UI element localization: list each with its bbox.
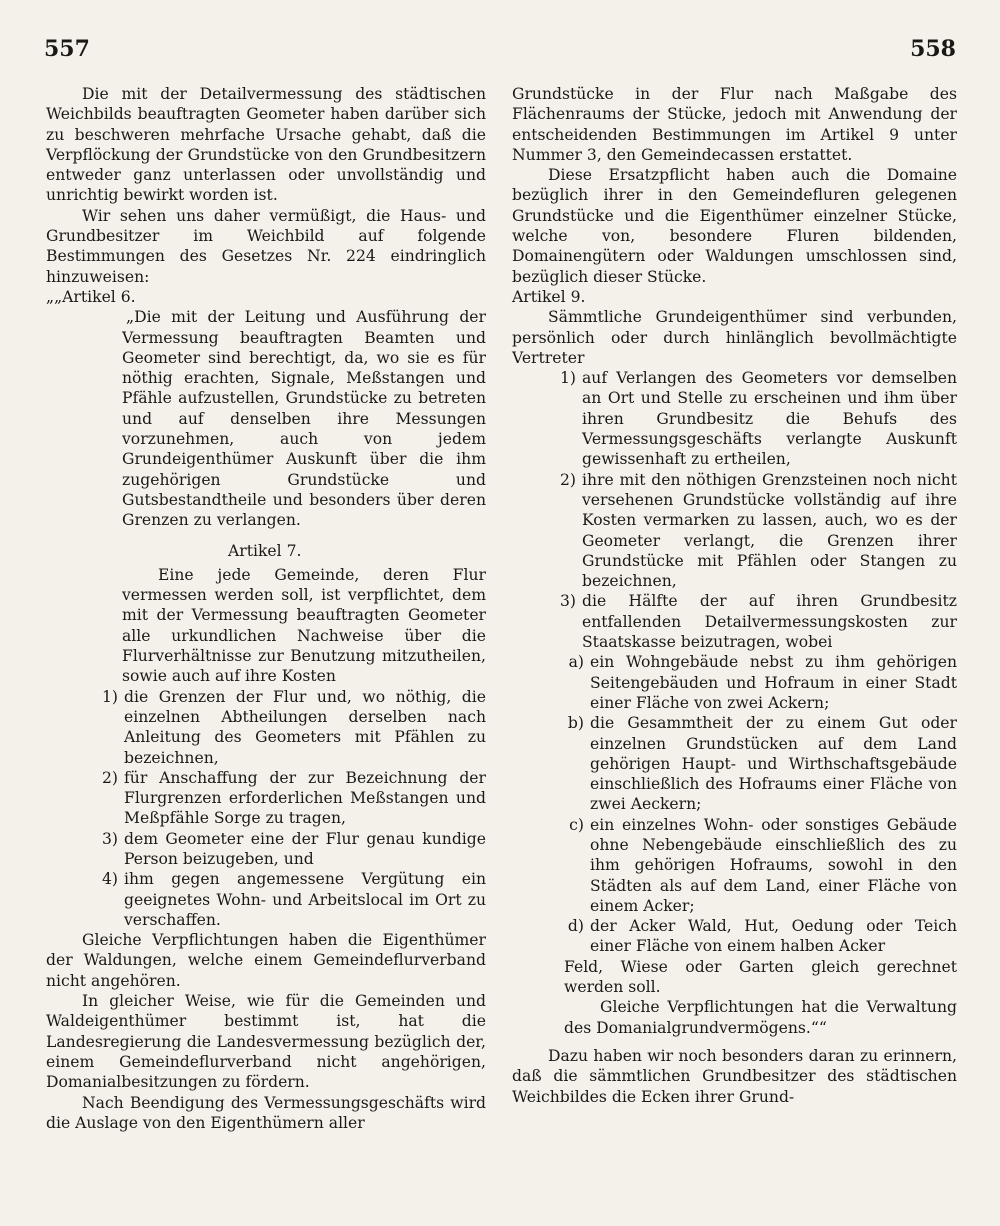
item-number: 2) [101,768,118,787]
item-text: dem Geometer eine der Flur genau kundige Person beizugeben, und [124,829,486,868]
item-text: für Anschaffung der zur Bezeichnung der Flurgrenzen erforderlichen Meßstangen und Meßpfähle Sorge zu tragen, [124,768,486,828]
article-9-item-3 [512,591,957,652]
carryover-paragraph: Grundstücke in der Flur nach Maßgabe des Flächenraums der Stücke, jedoch mit Anwendung der entscheidenden Bestimmungen im Artikel 9 unter Nummer 3, den Gemeindecassen erstattet. [512,85,957,164]
final-paragraph: Dazu haben wir noch besonders daran zu erinnern, daß die sämmtlichen Grundbesitzer des städtischen Weichbildes die Ecken ihrer Grund- [512,1046,957,1106]
article-9-intro: Sämmtliche Grundeigenthümer sind verbunden, persönlich oder durch hinlänglich bevollmächtigte Vertreter [512,308,957,367]
article-6-heading: „„Artikel 6. [46,287,136,306]
right-column [512,84,957,1107]
page-number-right: 558 [910,36,956,62]
item-number: 4) [101,870,118,889]
sub-item-letter: c) [569,815,584,834]
article-9-item-1 [512,368,957,469]
sub-item-a [512,652,957,713]
sub-item-letter: b) [567,714,584,733]
intro-paragraph-2: Wir sehen uns daher vermüßigt, die Haus- und Grundbesitzer im Weichbild auf folgende Bestimmungen des Gesetzes Nr. 224 eindringlich hinzuweisen: [46,206,486,286]
item-text: die Hälfte der auf ihren Grundbesitz entfallenden Detailvermessungskosten zur Staatskasse beizutragen, wobei [582,592,957,652]
item-number: 3) [559,592,576,611]
article-7-item-4 [46,869,486,930]
closing-quote-paragraph: Gleiche Verpflichtungen hat die Verwaltung des Domanialgrundvermögens.““ [564,998,957,1037]
beendigung-paragraph: Nach Beendigung des Vermessungsgeschäfts wird die Auslage von den Eigenthümern aller [46,1093,486,1132]
sub-item-b [512,713,957,814]
article-7-item-2 [46,768,486,829]
item-text: ihre mit den nöthigen Grenzsteinen noch nicht versehenen Grundstücke vollständig auf ihre Kosten vermarken zu lassen, auch, wo es der Geometer verlangt, die Grenzen ihrer Grundstücke mit Pfählen oder Stangen zu bezeichnen, [582,470,957,591]
item-number: 1) [559,369,576,388]
sub-item-letter: a) [568,653,584,672]
article-9-heading: Artikel 9. [512,287,586,306]
sub-item-text: ein Wohngebäude nebst zu ihm gehörigen Seitengebäuden und Hofraum in einer Stadt einer Fläche von zwei Ackern; [590,653,957,712]
article-7-intro: Eine jede Gemeinde, deren Flur vermessen werden soll, ist verpflichtet, dem mit der Vermessung beauftragten Geometer alle urkundlichen Nachweise über die Flurverhältnisse zur Benutzung mitzutheilen, sowie auch auf ihre Kosten [122,565,486,686]
article-7-item-3 [46,829,486,870]
landesvermessung-paragraph: In gleicher Weise, wie für die Gemeinden und Waldeigenthümer bestimmt ist, hat die Landesregierung die Landesvermessung bezüglich der, einem Gemeindeflurverband nicht angehörigen, Domanialbesitzungen zu fördern. [46,992,486,1092]
waldungen-paragraph: Gleiche Verpflichtungen haben die Eigenthümer der Waldungen, welche einem Gemeindeflurverband nicht angehören. [46,931,486,990]
page-number-left: 557 [44,36,90,62]
sub-item-text: der Acker Wald, Hut, Oedung oder Teich einer Fläche von einem halben Acker [590,917,957,956]
sub-item-d [512,916,957,957]
article-7-item-1 [46,687,486,768]
item-text: ihm gegen angemessene Vergütung ein geeignetes Wohn- und Arbeitslocal im Ort zu verschaffen. [124,870,486,929]
sub-item-text: ein einzelnes Wohn- oder sonstiges Gebäude ohne Nebengebäude einschließlich des zu ihm gehörigen Hofraums, sowohl in den Städten als auf dem Land, einer Fläche von einem Acker; [590,815,957,915]
item-text: die Grenzen der Flur und, wo nöthig, die einzelnen Abtheilungen derselben nach Anleitung des Geometers mit Pfählen zu bezeichnen, [124,687,486,767]
article-7-heading: Artikel 7. [228,541,302,560]
article-9-item-2 [512,470,957,592]
ersatzpflicht-paragraph: Diese Ersatzpflicht haben auch die Domaine bezüglich ihrer in den Gemeindefluren gelegenen Grundstücke und die Eigenthümer einzelner Stücke, welche von, besondere Fluren bildenden, Domainengütern oder Waldungen umschlossen sind, bezüglich dieser Stücke. [512,166,957,286]
item-text: auf Verlangen des Geometers vor demselben an Ort und Stelle zu erscheinen und ihm über ihren Grundbesitz die Behufs des Vermessungsgeschäfts verlangte Auskunft gewissenhaft zu ertheilen, [582,369,957,469]
article-6-text: „Die mit der Leitung und Ausführung der Vermessung beauftragten Beamten und Geometer sind berechtigt, da, wo sie es für nöthig erachten, Signale, Meßstangen und Pfähle aufzustellen, Grundstücke zu betreten und auf denselben ihre Messungen vorzunehmen, auch von jedem Grundeigenthümer Auskunft über die ihm zugehörigen Grundstücke und Gutsbestandtheile und besonders über deren Grenzen zu verlangen. [122,308,486,530]
item-number: 2) [559,470,576,489]
item-number: 3) [101,829,118,848]
intro-paragraph-1: Die mit der Detailvermessung des städtischen Weichbilds beauftragten Geometer haben darüber sich zu beschweren mehrfache Ursache gehabt, daß die Verpflöckung der Grundstücke von den Grundbesitzern entweder ganz unterlassen oder unvollständig und unrichtig bewirkt worden ist. [46,85,486,205]
sub-item-letter: d) [567,917,584,936]
item-number: 1) [101,687,118,706]
left-column [46,84,486,1133]
sub-item-c [512,815,957,916]
sub-item-text: die Gesammtheit der zu einem Gut oder einzelnen Grundstücken auf dem Land gehörigen Haupt- und Wirthschaftsgebäude einschließlich des Hofraums einer Fläche von zwei Aeckern; [590,714,957,814]
sub-item-d-continuation: Feld, Wiese oder Garten gleich gerechnet werden soll. [564,957,957,997]
